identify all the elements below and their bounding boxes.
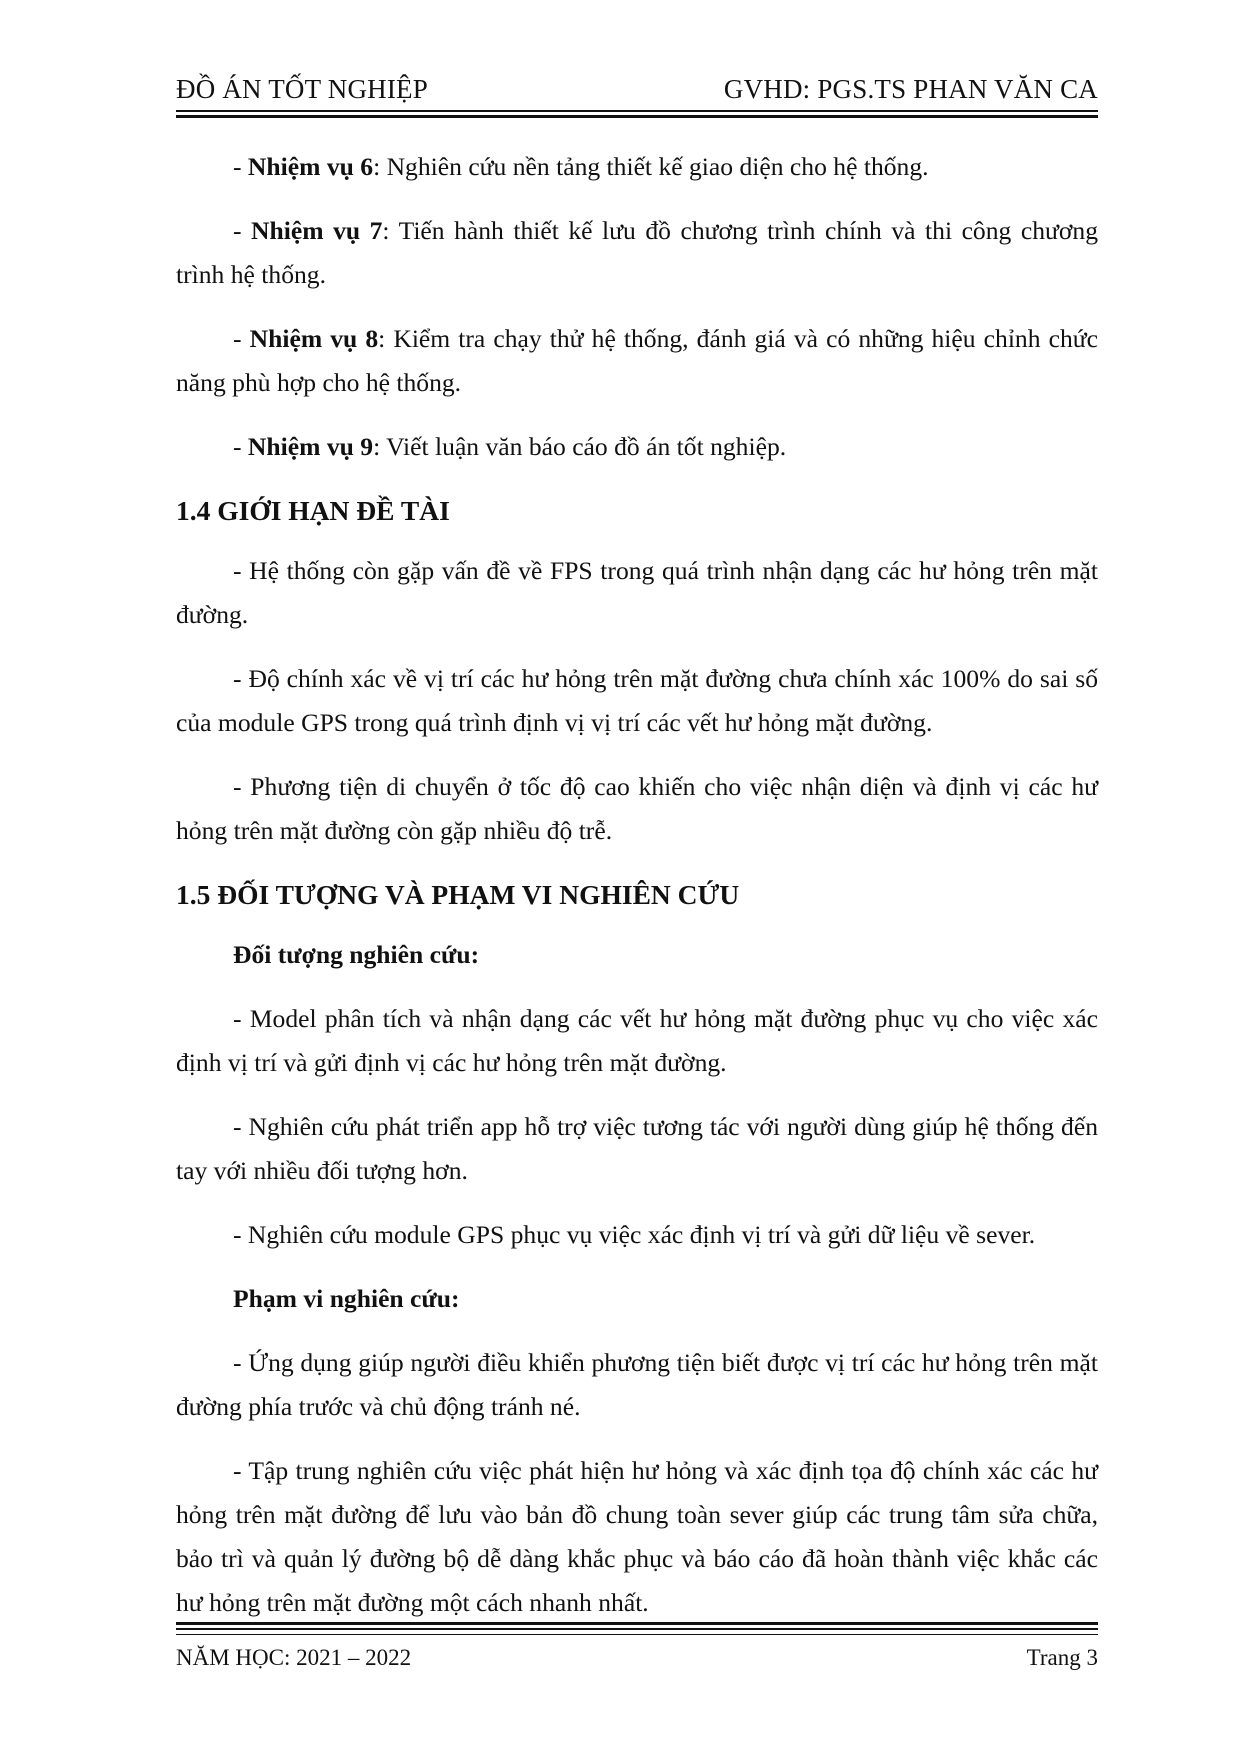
header-thesis-title: ĐỒ ÁN TỐT NGHIỆP <box>176 74 428 104</box>
task-item-6: - Nhiệm vụ 6: Nghiên cứu nền tảng thiết kế giao diện cho hệ thống. <box>233 152 929 181</box>
task-label: Nhiệm vụ 9 <box>247 432 374 461</box>
subject-paragraph: - Nghiên cứu module GPS phục vụ việc xác định vị trí và gửi dữ liệu về sever. <box>233 1220 1036 1249</box>
footer-rule-thin <box>176 1628 1098 1630</box>
scope-paragraph: - Tập trung nghiên cứu việc phát hiện hư hỏng và xác định tọa độ chính xác các hư hỏng trên mặt đường để lưu vào bản đồ chung toàn sever giúp các trung tâm sửa chữa, bảo trì và quản lý đường bộ dễ dàng khắc phục và báo cáo đã hoàn thành việc khắc các hư hỏng trên mặt đường một cách nhanh nhất. <box>176 1456 1098 1617</box>
header-advisor: GVHD: PGS.TS PHAN VĂN CA <box>723 74 1098 104</box>
research-scope-heading: Phạm vi nghiên cứu: <box>233 1284 460 1313</box>
footer-academic-year: NĂM HỌC: 2021 – 2022 <box>176 1645 412 1670</box>
subject-paragraph: - Model phân tích và nhận dạng các vết hư hỏng mặt đường phục vụ cho việc xác định vị trí và gửi định vị các hư hỏng trên mặt đường. <box>176 1004 1098 1077</box>
header-rule-thin <box>176 110 1098 112</box>
header-rule-thick <box>176 115 1098 118</box>
limitation-paragraph: - Phương tiện di chuyển ở tốc độ cao khiến cho việc nhận diện và định vị các hư hỏng trên mặt đường còn gặp nhiều độ trễ. <box>176 772 1098 845</box>
page-header <box>176 74 1098 105</box>
scope-paragraph: - Ứng dụng giúp người điều khiển phương tiện biết được vị trí các hư hỏng trên mặt đường phía trước và chủ động tránh né. <box>176 1348 1098 1421</box>
task-label: Nhiệm vụ 6 <box>247 152 374 181</box>
task-item-8: - Nhiệm vụ 8: Kiểm tra chạy thử hệ thống, đánh giá và có những hiệu chỉnh chức năng phù hợp cho hệ thống. <box>176 324 1098 397</box>
limitation-paragraph: - Độ chính xác về vị trí các hư hỏng trên mặt đường chưa chính xác 100% do sai số của module GPS trong quá trình định vị vị trí các vết hư hỏng mặt đường. <box>176 664 1098 737</box>
task-label: Nhiệm vụ 7 <box>251 216 383 245</box>
page-number: Trang 3 <box>1026 1645 1098 1670</box>
section-1-4-title: 1.4 GIỚI HẠN ĐỀ TÀI <box>176 495 450 526</box>
task-item-9: - Nhiệm vụ 9: Viết luận văn báo cáo đồ án tốt nghiệp. <box>233 432 787 461</box>
section-1-5-title: 1.5 ĐỐI TƯỢNG VÀ PHẠM VI NGHIÊN CỨU <box>176 879 740 910</box>
task-label: Nhiệm vụ 8 <box>249 324 379 353</box>
subject-paragraph: - Nghiên cứu phát triển app hỗ trợ việc tương tác với người dùng giúp hệ thống đến tay với nhiều đối tượng hơn. <box>176 1112 1098 1185</box>
footer-rule-thin-2 <box>176 1634 1098 1635</box>
research-subject-heading: Đối tượng nghiên cứu: <box>233 940 480 969</box>
page-footer <box>176 1645 1098 1671</box>
task-item-7: - Nhiệm vụ 7: Tiến hành thiết kế lưu đồ chương trình chính và thi công chương trình hệ thống. <box>176 216 1098 289</box>
page-body <box>176 145 1098 1645</box>
footer-rule-thick <box>176 1622 1098 1625</box>
limitation-paragraph: - Hệ thống còn gặp vấn đề về FPS trong quá trình nhận dạng các hư hỏng trên mặt đường. <box>176 556 1098 629</box>
